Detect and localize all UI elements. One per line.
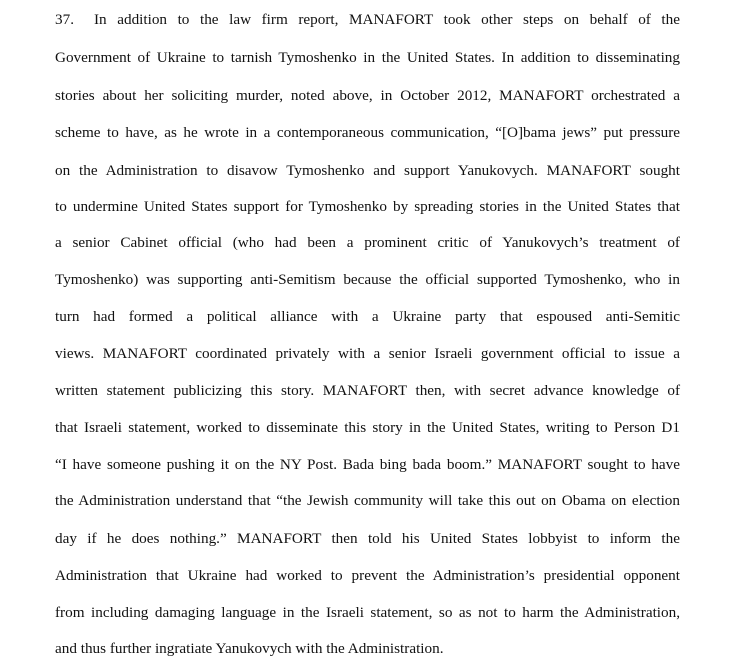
paragraph-line-5: on the Administration to disavow Tymoshenko and support Yanukovych. MANAFORT sought (55, 162, 680, 179)
paragraph-line-16: Administration that Ukraine had worked to prevent the Administration’s presidential opponent (55, 567, 680, 584)
paragraph-line-9: turn had formed a political alliance with a Ukraine party that espoused anti-Semitic (55, 308, 680, 325)
paragraph-line-8: Tymoshenko) was supporting anti-Semitism because the official supported Tymoshenko, who in (55, 271, 680, 288)
paragraph-line-18: and thus further ingratiate Yanukovych with the Administration. (55, 640, 444, 657)
paragraph-line-2: Government of Ukraine to tarnish Tymoshenko in the United States. In addition to disseminating (55, 49, 680, 66)
paragraph-line-12: that Israeli statement, worked to disseminate this story in the United States, writing to Person D1 (55, 419, 680, 436)
paragraph-line-10: views. MANAFORT coordinated privately with a senior Israeli government official to issue a (55, 345, 680, 362)
paragraph-line-text: In addition to the law firm report, MANAFORT took other steps on behalf of the (94, 11, 680, 28)
paragraph-line-14: the Administration understand that “the Jewish community will take this out on Obama on election (55, 492, 680, 509)
paragraph-line-15: day if he does nothing.” MANAFORT then told his United States lobbyist to inform the (55, 530, 680, 547)
paragraph-number: 37. (55, 11, 74, 28)
paragraph-line-4: scheme to have, as he wrote in a contemporaneous communication, “[O]bama jews” put pressure (55, 124, 680, 141)
paragraph-line-6: to undermine United States support for Tymoshenko by spreading stories in the United States that (55, 198, 680, 215)
paragraph-line-13: “I have someone pushing it on the NY Post. Bada bing bada boom.” MANAFORT sought to have (55, 456, 680, 473)
paragraph-line-17: from including damaging language in the Israeli statement, so as not to harm the Administration, (55, 604, 680, 621)
paragraph-line-3: stories about her soliciting murder, noted above, in October 2012, MANAFORT orchestrated a (55, 87, 680, 104)
paragraph-line-1 (55, 10, 680, 30)
paragraph-line-11: written statement publicizing this story. MANAFORT then, with secret advance knowledge of (55, 382, 680, 399)
paragraph-line-7: a senior Cabinet official (who had been a prominent critic of Yanukovych’s treatment of (55, 234, 680, 251)
